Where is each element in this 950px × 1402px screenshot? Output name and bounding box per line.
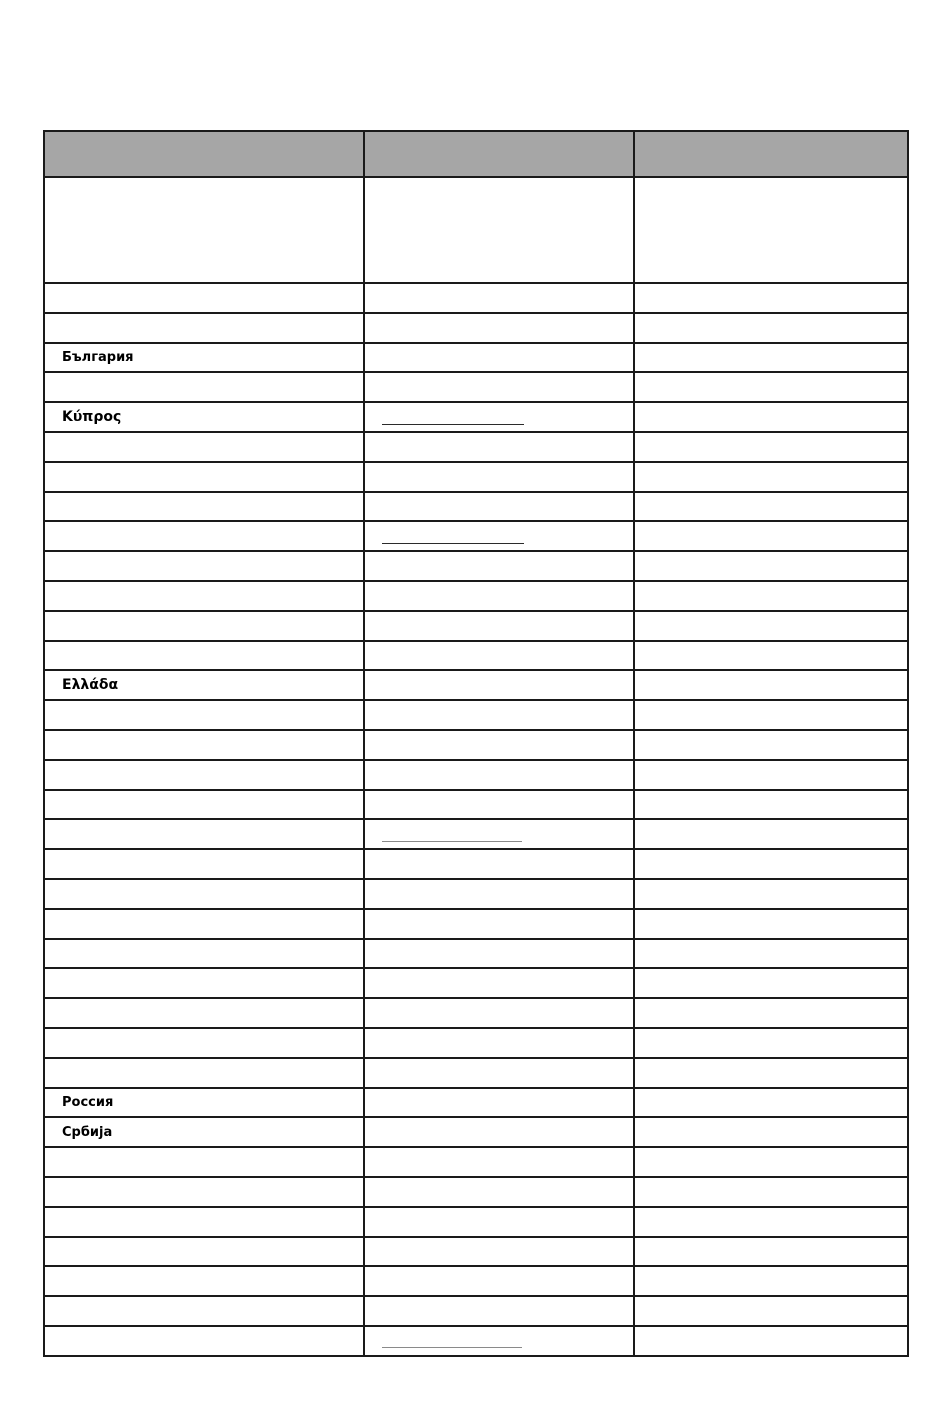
table-cell [44,1028,364,1058]
table-cell [44,1058,364,1088]
table-cell [44,1237,364,1267]
table-cell [364,432,634,462]
table-row [44,1117,908,1147]
table-row [44,581,908,611]
table-cell [364,1028,634,1058]
table-cell [634,1237,908,1267]
table-cell [44,1088,364,1118]
table-row [44,551,908,581]
table-cell [364,939,634,969]
table-row [44,730,908,760]
table-cell [634,1117,908,1147]
table-cell [634,343,908,373]
table-cell [44,760,364,790]
table-cell [634,1147,908,1177]
table-cell [634,760,908,790]
table-row [44,849,908,879]
table-row [44,1296,908,1326]
table-cell [634,879,908,909]
table-cell [44,1296,364,1326]
table-cell [634,581,908,611]
table-cell [634,849,908,879]
table-row [44,462,908,492]
table-cell [44,909,364,939]
table-cell [634,611,908,641]
table-cell [364,1147,634,1177]
table-cell [634,492,908,522]
table-cell [44,611,364,641]
table-row [44,283,908,313]
table-row [44,879,908,909]
table-cell [364,730,634,760]
table-cell [634,1028,908,1058]
table-row [44,670,908,700]
table-cell [44,1177,364,1207]
table-cell [634,790,908,820]
table-cell [44,551,364,581]
table-cell [634,998,908,1028]
table-row [44,1266,908,1296]
table-cell [634,372,908,402]
table-cell [634,1058,908,1088]
table-row [44,372,908,402]
table-cell [44,432,364,462]
table-cell [634,177,908,283]
table-cell [364,611,634,641]
table-cell [364,1058,634,1088]
table-cell [364,849,634,879]
contact-table [43,130,909,1357]
table-cell [44,939,364,969]
table-cell [44,581,364,611]
table-row [44,641,908,671]
header-cell-link [364,131,634,177]
table-row [44,1058,908,1088]
header-row [44,131,908,177]
table-cell [44,372,364,402]
table-cell [364,1177,634,1207]
table-row [44,909,908,939]
table-cell [634,462,908,492]
table-cell [364,760,634,790]
table-cell [364,177,634,283]
table-row [44,1147,908,1177]
table-cell [364,1296,634,1326]
table-cell [44,730,364,760]
table-cell [44,177,364,283]
table-row [44,1326,908,1356]
table-cell [364,1326,634,1356]
table-cell [364,372,634,402]
table-row [44,1177,908,1207]
table-cell [634,432,908,462]
table-cell [44,313,364,343]
table-cell [364,1237,634,1267]
table-cell [364,819,634,849]
table-cell [364,283,634,313]
table-cell [634,1266,908,1296]
table-row [44,402,908,432]
table-cell [44,1117,364,1147]
table-cell [44,1266,364,1296]
table-cell [44,1147,364,1177]
table-cell [364,1088,634,1118]
table-cell [44,1207,364,1237]
table-cell [364,879,634,909]
table-cell [364,402,634,432]
table-cell [44,402,364,432]
table-cell [364,1117,634,1147]
table-cell [634,283,908,313]
country-label-bulgaria: България [62,349,134,365]
table-cell [364,700,634,730]
table-cell [364,313,634,343]
table-cell [44,700,364,730]
table-cell [364,1207,634,1237]
table-row [44,1207,908,1237]
country-label-cyprus: Κύπρος [62,409,122,426]
table-cell [634,670,908,700]
table-cell [364,790,634,820]
table-cell [364,343,634,373]
table-cell [44,343,364,373]
intro-row [44,177,908,283]
table-cell [634,402,908,432]
table-row [44,1028,908,1058]
table-cell [364,1266,634,1296]
header-cell-info [634,131,908,177]
table-row [44,760,908,790]
table-cell [364,521,634,551]
table-cell [634,700,908,730]
table-cell [634,1296,908,1326]
table-cell [634,819,908,849]
table-cell [634,551,908,581]
table-cell [634,1088,908,1118]
table-cell [634,313,908,343]
table-cell [634,641,908,671]
country-label-russia: Россия [62,1094,114,1110]
table-cell [44,819,364,849]
table-cell [44,998,364,1028]
table-cell [44,849,364,879]
table-cell [364,909,634,939]
table-cell [44,879,364,909]
table-row [44,968,908,998]
table-cell [634,1207,908,1237]
table-cell [44,492,364,522]
table-row [44,432,908,462]
table-row [44,939,908,969]
table-row [44,790,908,820]
table-cell [364,641,634,671]
table-cell [634,521,908,551]
table-cell [364,581,634,611]
link-underline[interactable] [382,424,524,425]
table-row [44,1237,908,1267]
table-cell [44,968,364,998]
link-underline[interactable] [382,543,524,544]
table-cell [634,968,908,998]
table-row [44,700,908,730]
table-row [44,492,908,522]
table-row [44,998,908,1028]
table-cell [634,1326,908,1356]
table-row [44,819,908,849]
table-cell [44,1326,364,1356]
table-cell [364,492,634,522]
table-cell [44,521,364,551]
table-cell [634,730,908,760]
country-label-greece: Ελλάδα [62,677,119,694]
country-label-serbia: Србија [62,1124,113,1140]
link-underline[interactable] [382,841,522,842]
table-cell [44,641,364,671]
table-cell [44,670,364,700]
table-cell [634,939,908,969]
table-row [44,313,908,343]
table-cell [364,998,634,1028]
table-row [44,611,908,641]
table-cell [364,551,634,581]
table-cell [44,790,364,820]
table-cell [44,283,364,313]
table-cell [364,670,634,700]
table-row [44,1088,908,1118]
table-cell [634,1177,908,1207]
table-cell [634,909,908,939]
header-cell-country [44,131,364,177]
table-cell [364,462,634,492]
table-row [44,343,908,373]
table-row [44,521,908,551]
link-underline[interactable] [382,1347,522,1348]
table-cell [44,462,364,492]
table-cell [364,968,634,998]
